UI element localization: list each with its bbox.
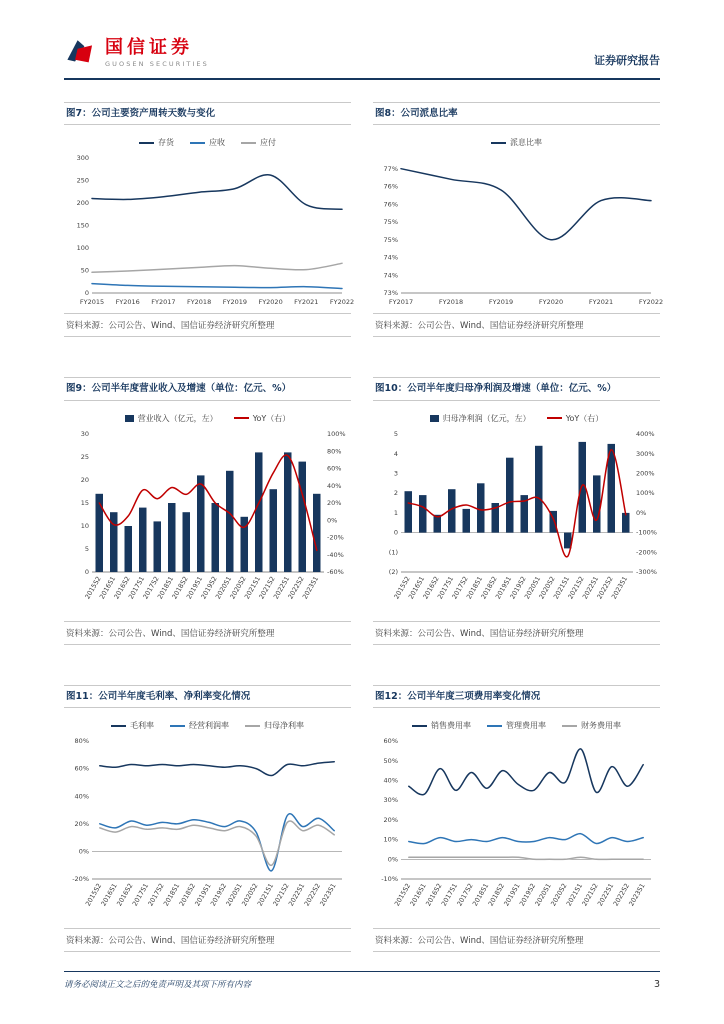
axis-label: 20% bbox=[74, 820, 89, 829]
axis-label: 75% bbox=[383, 236, 398, 245]
axis-label: 2015S2 bbox=[83, 882, 103, 908]
bar bbox=[124, 526, 132, 572]
axis-label: 50 bbox=[80, 266, 89, 275]
series-line bbox=[92, 264, 342, 273]
axis-label: 20 bbox=[80, 475, 89, 484]
axis-label: 2022S2 bbox=[285, 574, 306, 601]
figure-source: 资料来源：公司公告、Wind、国信证券经济研究所整理 bbox=[373, 621, 660, 645]
axis-label: 77% bbox=[383, 165, 398, 174]
bar bbox=[298, 461, 306, 571]
legend-line-marker bbox=[111, 725, 126, 727]
bar bbox=[269, 489, 277, 572]
chart-legend bbox=[64, 137, 351, 148]
axis-label: 25 bbox=[80, 452, 89, 461]
brand-text bbox=[105, 36, 209, 68]
axis-label: 2023S1 bbox=[609, 574, 629, 601]
axis-label: 2016S1 bbox=[407, 882, 428, 908]
axis-label: 50% bbox=[383, 756, 398, 765]
axis-label: 5 bbox=[84, 544, 89, 553]
legend-line-marker bbox=[190, 142, 205, 144]
axis-label: 2019S2 bbox=[507, 574, 528, 601]
chart-legend bbox=[373, 720, 660, 731]
axis-label: 2 bbox=[393, 488, 398, 497]
bar bbox=[153, 521, 161, 572]
axis-label: 200% bbox=[635, 469, 655, 478]
axis-label: -10% bbox=[380, 875, 398, 884]
axis-label: 2016S2 bbox=[111, 574, 132, 601]
bar bbox=[226, 471, 234, 572]
axis-label: -300% bbox=[635, 567, 657, 576]
axis-label: FY2017 bbox=[150, 298, 176, 307]
legend-item bbox=[491, 137, 542, 148]
axis-label: 2020S1 bbox=[223, 882, 244, 908]
axis-label: 2022S1 bbox=[271, 574, 291, 601]
axis-label: 2018S1 bbox=[155, 574, 175, 601]
series-line bbox=[99, 821, 333, 865]
legend-item bbox=[562, 720, 621, 731]
axis-label: FY2019 bbox=[488, 298, 513, 307]
axis-label: FY2017 bbox=[388, 298, 413, 307]
guosen-logo-icon bbox=[64, 36, 98, 70]
axis-label: 73% bbox=[383, 289, 398, 298]
axis-label: 2021S2 bbox=[256, 574, 277, 601]
legend-label: 财务费用率 bbox=[581, 721, 621, 731]
axis-label: 100 bbox=[76, 244, 89, 253]
figure-10 bbox=[373, 377, 660, 644]
axis-label: 2018S1 bbox=[464, 574, 484, 601]
revenue-growth-chart bbox=[65, 426, 351, 618]
legend-item bbox=[170, 720, 229, 731]
brand bbox=[64, 36, 209, 70]
axis-label: 2023S1 bbox=[626, 882, 647, 908]
figure-title: 图7：公司主要资产周转天数与变化 bbox=[64, 102, 351, 125]
legend-item bbox=[241, 137, 276, 148]
figure-12 bbox=[373, 685, 660, 952]
legend-label: 派息比率 bbox=[510, 138, 542, 148]
axis-label: 2020S2 bbox=[239, 882, 260, 908]
axis-label: 2016S2 bbox=[114, 882, 135, 908]
legend-item bbox=[125, 413, 218, 424]
axis-label: 40% bbox=[74, 792, 89, 801]
figure-11 bbox=[64, 685, 351, 952]
axis-label: 40% bbox=[383, 776, 398, 785]
legend-item bbox=[111, 720, 154, 731]
bar bbox=[95, 494, 103, 572]
axis-label: FY2020 bbox=[257, 298, 283, 307]
brand-name-cn: 国信证券 bbox=[105, 36, 193, 58]
axis-label: 10% bbox=[383, 835, 398, 844]
axis-label: 2017S2 bbox=[454, 882, 475, 908]
bar bbox=[477, 483, 485, 532]
figure-7 bbox=[64, 102, 354, 337]
axis-label: 300% bbox=[635, 449, 655, 458]
legend-line-marker bbox=[241, 142, 256, 144]
axis-label: 20% bbox=[383, 816, 398, 825]
figures-grid bbox=[64, 102, 663, 992]
figure-title: 图8：公司派息比率 bbox=[373, 102, 660, 125]
page-number: 3 bbox=[653, 979, 660, 990]
axis-label: 2019S1 bbox=[493, 574, 513, 601]
axis-label: 2022S1 bbox=[580, 574, 600, 601]
axis-label: -200% bbox=[635, 548, 657, 557]
legend-label: YoY（右） bbox=[565, 413, 604, 423]
expense-ratio-chart bbox=[374, 733, 660, 925]
axis-label: 400% bbox=[635, 429, 655, 438]
axis-label: 2021S2 bbox=[579, 882, 600, 908]
bar bbox=[404, 491, 412, 532]
axis-label: 2019S1 bbox=[192, 882, 213, 908]
axis-label: FY2020 bbox=[538, 298, 563, 307]
legend-line-marker bbox=[412, 725, 427, 727]
axis-label: FY2022 bbox=[638, 298, 663, 307]
disclaimer-text: 请务必阅读正文之后的免责声明及其项下所有内容 bbox=[64, 980, 252, 990]
chart-legend bbox=[373, 413, 660, 424]
axis-label: 2017S2 bbox=[449, 574, 470, 601]
bar bbox=[622, 513, 630, 533]
legend-line-marker bbox=[234, 417, 249, 419]
axis-label: 2018S1 bbox=[470, 882, 490, 908]
axis-label: 2016S1 bbox=[406, 574, 426, 601]
legend-label: 管理费用率 bbox=[506, 721, 546, 731]
legend-line-marker bbox=[491, 142, 506, 144]
axis-label: 2019S2 bbox=[517, 882, 537, 908]
axis-label: -60% bbox=[326, 567, 344, 576]
bar bbox=[139, 507, 147, 571]
legend-label: 归母净利率 bbox=[264, 721, 304, 731]
axis-label: (1) bbox=[388, 548, 398, 557]
axis-label: 60% bbox=[74, 764, 89, 773]
axis-label: 150 bbox=[76, 221, 89, 230]
axis-label: 0% bbox=[387, 855, 398, 864]
axis-label: 2017S2 bbox=[145, 882, 166, 908]
axis-label: 75% bbox=[383, 218, 398, 227]
legend-item bbox=[547, 413, 604, 424]
axis-label: 74% bbox=[383, 271, 398, 280]
axis-label: 2017S2 bbox=[140, 574, 161, 601]
axis-label: 5 bbox=[393, 429, 398, 438]
axis-label: 2021S1 bbox=[551, 574, 571, 601]
series-line bbox=[408, 834, 642, 844]
figure-8 bbox=[373, 102, 663, 337]
axis-label: 2019S1 bbox=[184, 574, 204, 601]
legend-label: 毛利率 bbox=[130, 721, 154, 731]
axis-label: FY2021 bbox=[588, 298, 613, 307]
axis-label: 2016S1 bbox=[98, 882, 119, 908]
figure-source: 资料来源：公司公告、Wind、国信证券经济研究所整理 bbox=[373, 313, 660, 337]
bar bbox=[313, 494, 321, 572]
figure-title: 图12：公司半年度三项费用率变化情况 bbox=[373, 685, 660, 708]
bar bbox=[255, 452, 263, 572]
legend-label: 营业收入（亿元，左） bbox=[137, 413, 218, 423]
axis-label: 3 bbox=[393, 469, 398, 478]
bar bbox=[506, 457, 514, 532]
series-line bbox=[92, 284, 342, 289]
legend-line-marker bbox=[245, 725, 260, 727]
legend-item bbox=[430, 413, 531, 424]
legend-line-marker bbox=[562, 725, 577, 727]
figure-title: 图9：公司半年度营业收入及增速（单位：亿元、%） bbox=[64, 377, 351, 400]
legend-bar-marker bbox=[125, 415, 134, 422]
axis-label: 0 bbox=[84, 567, 89, 576]
axis-label: 20% bbox=[326, 498, 341, 507]
legend-line-marker bbox=[547, 417, 562, 419]
axis-label: 2021S1 bbox=[564, 882, 584, 908]
legend-line-marker bbox=[487, 725, 502, 727]
legend-line-marker bbox=[139, 142, 154, 144]
axis-label: 2022S2 bbox=[302, 882, 322, 908]
legend-line-marker bbox=[170, 725, 185, 727]
turnover-days-chart bbox=[65, 150, 354, 310]
bar bbox=[284, 452, 292, 572]
series-line bbox=[99, 762, 333, 776]
axis-label: 40% bbox=[326, 481, 341, 490]
axis-label: 2023S1 bbox=[317, 882, 338, 908]
margin-trend-chart bbox=[65, 733, 351, 925]
series-line bbox=[99, 814, 333, 871]
axis-label: 100% bbox=[326, 429, 346, 438]
series-line bbox=[92, 175, 342, 210]
bar bbox=[168, 503, 176, 572]
series-line bbox=[401, 169, 651, 240]
legend-label: 应付 bbox=[260, 138, 276, 148]
dividend-payout-chart bbox=[374, 150, 663, 310]
axis-label: 2018S2 bbox=[177, 882, 197, 908]
axis-label: 76% bbox=[383, 182, 398, 191]
axis-label: 10 bbox=[80, 521, 89, 530]
axis-label: 2022S2 bbox=[611, 882, 631, 908]
legend-item bbox=[412, 720, 471, 731]
axis-label: 80% bbox=[326, 447, 341, 456]
axis-label: 0 bbox=[84, 289, 89, 298]
axis-label: 2020S2 bbox=[548, 882, 569, 908]
axis-label: 2017S1 bbox=[126, 574, 146, 601]
bar bbox=[593, 475, 601, 532]
axis-label: FY2019 bbox=[222, 298, 247, 307]
legend-item bbox=[190, 137, 225, 148]
figure-source: 资料来源：公司公告、Wind、国信证券经济研究所整理 bbox=[64, 621, 351, 645]
legend-label: 经营利润率 bbox=[189, 721, 229, 731]
axis-label: 2016S2 bbox=[423, 882, 444, 908]
axis-label: 200 bbox=[76, 199, 89, 208]
axis-label: 2017S1 bbox=[439, 882, 459, 908]
bar bbox=[419, 495, 427, 532]
bar bbox=[462, 509, 470, 533]
figure-source: 资料来源：公司公告、Wind、国信证券经济研究所整理 bbox=[373, 928, 660, 952]
axis-label: -100% bbox=[635, 528, 657, 537]
axis-label: 2015S2 bbox=[391, 574, 412, 601]
axis-label: 2019S2 bbox=[208, 882, 228, 908]
axis-label: 76% bbox=[383, 200, 398, 209]
axis-label: 2021S1 bbox=[242, 574, 262, 601]
figure-title: 图11：公司半年度毛利率、净利率变化情况 bbox=[64, 685, 351, 708]
axis-label: 74% bbox=[383, 253, 398, 262]
axis-label: 2016S2 bbox=[420, 574, 441, 601]
axis-label: 0% bbox=[326, 516, 337, 525]
axis-label: 80% bbox=[74, 737, 89, 746]
page-header bbox=[64, 36, 660, 80]
legend-item bbox=[487, 720, 546, 731]
figure-source: 资料来源：公司公告、Wind、国信证券经济研究所整理 bbox=[64, 928, 351, 952]
axis-label: FY2018 bbox=[438, 298, 463, 307]
axis-label: 2018S2 bbox=[486, 882, 506, 908]
axis-label: 0% bbox=[635, 508, 646, 517]
axis-label: 250 bbox=[76, 176, 89, 185]
legend-label: YoY（右） bbox=[252, 413, 291, 423]
axis-label: 2020S1 bbox=[213, 574, 233, 601]
legend-label: 存货 bbox=[158, 138, 174, 148]
axis-label: 4 bbox=[393, 449, 398, 458]
axis-label: FY2018 bbox=[186, 298, 211, 307]
axis-label: 2021S1 bbox=[255, 882, 275, 908]
figure-source: 资料来源：公司公告、Wind、国信证券经济研究所整理 bbox=[64, 313, 351, 337]
axis-label: 2016S1 bbox=[97, 574, 117, 601]
page-footer bbox=[64, 971, 660, 990]
axis-label: -20% bbox=[326, 533, 344, 542]
axis-label: 100% bbox=[635, 488, 655, 497]
axis-label: FY2021 bbox=[293, 298, 318, 307]
axis-label: 300 bbox=[76, 154, 89, 163]
axis-label: 2019S2 bbox=[198, 574, 219, 601]
axis-label: 30 bbox=[80, 429, 89, 438]
axis-label: 60% bbox=[383, 737, 398, 746]
axis-label: 2020S1 bbox=[532, 882, 553, 908]
axis-label: 30% bbox=[383, 796, 398, 805]
legend-item bbox=[234, 413, 291, 424]
bar bbox=[211, 503, 219, 572]
axis-label: FY2022 bbox=[329, 298, 354, 307]
axis-label: -40% bbox=[326, 550, 344, 559]
chart-legend bbox=[64, 720, 351, 731]
axis-label: 2018S1 bbox=[161, 882, 181, 908]
axis-label: 2017S1 bbox=[435, 574, 455, 601]
axis-label: 2015S2 bbox=[392, 882, 412, 908]
axis-label: FY2015 bbox=[79, 298, 104, 307]
axis-label: 2021S2 bbox=[270, 882, 291, 908]
axis-label: 2022S1 bbox=[286, 882, 306, 908]
report-type-label: 证券研究报告 bbox=[594, 54, 660, 67]
axis-label: 2018S2 bbox=[478, 574, 499, 601]
bar bbox=[535, 446, 543, 533]
axis-label: FY2016 bbox=[115, 298, 140, 307]
axis-label: 2020S1 bbox=[522, 574, 542, 601]
legend-label: 归母净利润（亿元，左） bbox=[442, 413, 531, 423]
legend-item bbox=[139, 137, 174, 148]
legend-bar-marker bbox=[430, 415, 439, 422]
axis-label: 2015S2 bbox=[82, 574, 103, 601]
axis-label: 0% bbox=[78, 847, 89, 856]
chart-legend bbox=[64, 413, 351, 424]
axis-label: 60% bbox=[326, 464, 341, 473]
legend-label: 应收 bbox=[209, 138, 225, 148]
bar bbox=[182, 512, 190, 572]
axis-label: 2022S1 bbox=[595, 882, 615, 908]
axis-label: 2022S2 bbox=[594, 574, 615, 601]
axis-label: -20% bbox=[71, 875, 89, 884]
bar bbox=[197, 475, 205, 572]
legend-label: 销售费用率 bbox=[431, 721, 471, 731]
brand-name-en: GUOSEN SECURITIES bbox=[105, 59, 209, 68]
axis-label: 15 bbox=[80, 498, 89, 507]
axis-label: 2019S1 bbox=[501, 882, 522, 908]
chart-legend bbox=[373, 137, 660, 148]
axis-label: 2020S2 bbox=[227, 574, 248, 601]
figure-title: 图10：公司半年度归母净利润及增速（单位：亿元、%） bbox=[373, 377, 660, 400]
axis-label: (2) bbox=[388, 567, 398, 576]
axis-label: 2023S1 bbox=[300, 574, 320, 601]
axis-label: 2018S2 bbox=[169, 574, 190, 601]
axis-label: 1 bbox=[393, 508, 398, 517]
axis-label: 0 bbox=[393, 528, 398, 537]
figure-9 bbox=[64, 377, 351, 644]
axis-label: 2020S2 bbox=[536, 574, 557, 601]
axis-label: 2017S1 bbox=[130, 882, 150, 908]
legend-item bbox=[245, 720, 304, 731]
series-line bbox=[408, 749, 642, 795]
net-profit-growth-chart bbox=[374, 426, 660, 618]
axis-label: 2021S2 bbox=[565, 574, 586, 601]
